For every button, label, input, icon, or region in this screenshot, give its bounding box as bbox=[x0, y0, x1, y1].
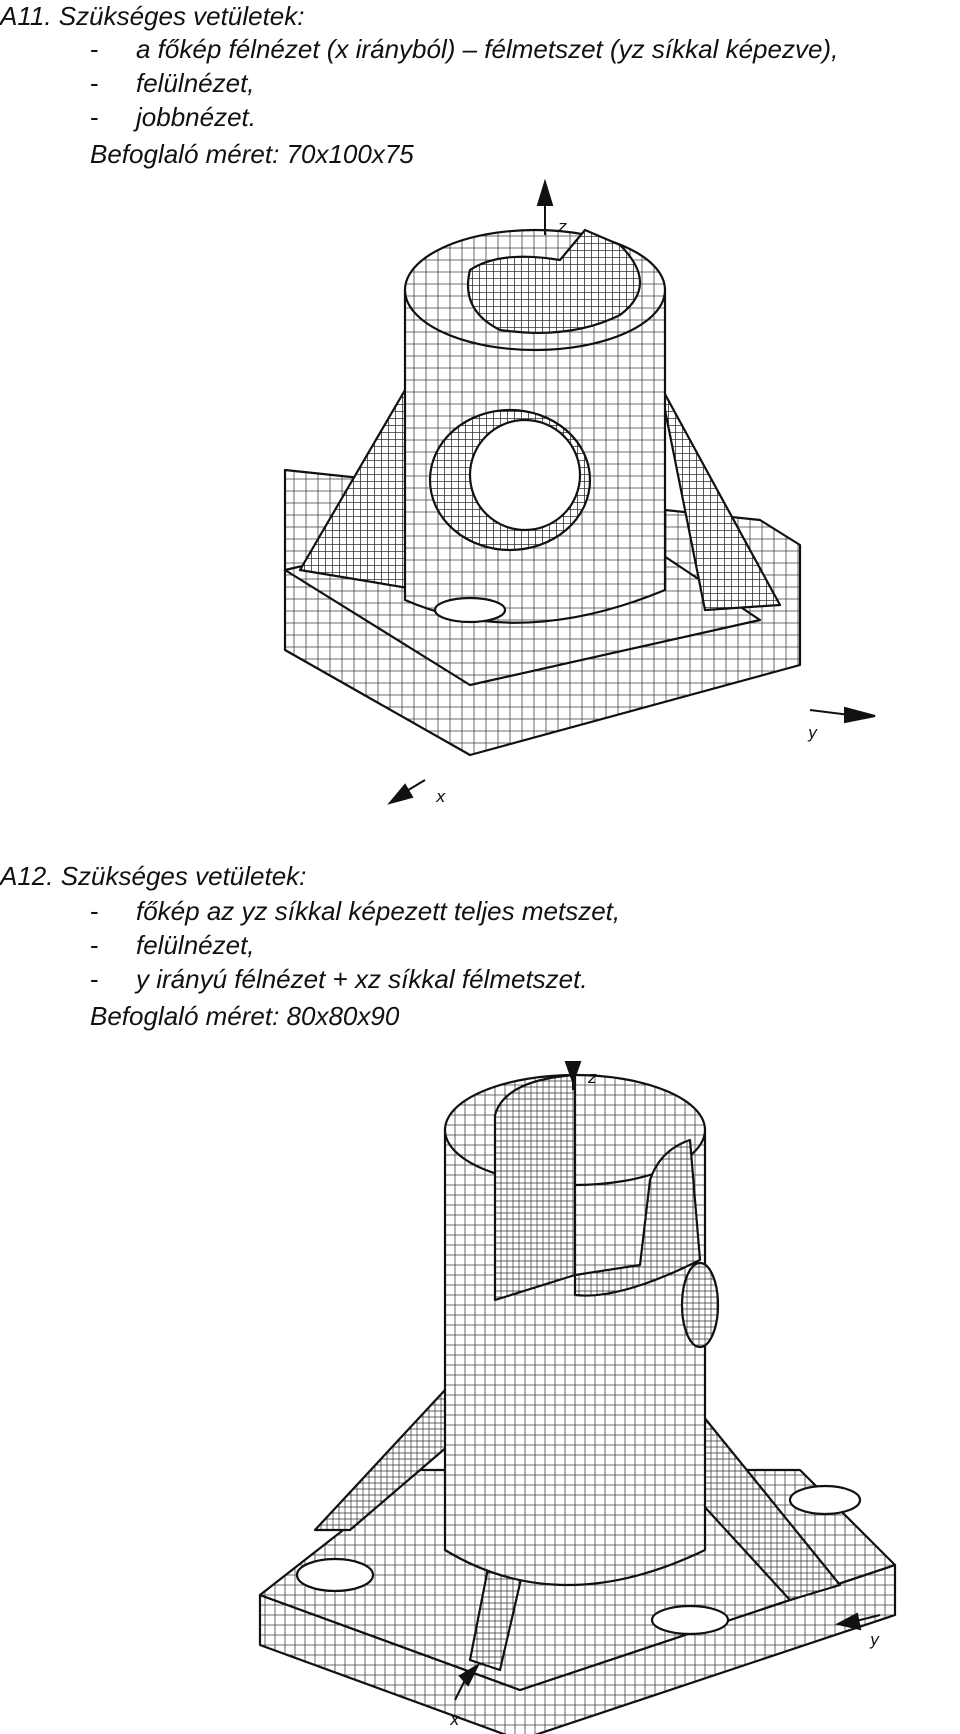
task-a12-requirements bbox=[90, 894, 620, 996]
list-item: - a főkép félnézet (x irányból) – félmetszet (yz síkkal képezve), bbox=[90, 34, 839, 64]
task-a12-isometric-drawing bbox=[0, 1060, 960, 1734]
task-a11-title: A11. Szükséges vetületek: bbox=[0, 1, 305, 31]
list-item: - y irányú félnézet + xz síkkal félmetszet. bbox=[90, 964, 588, 994]
task-a11-dimensions: Befoglaló méret: 70x100x75 bbox=[90, 139, 414, 169]
task-a11-requirements bbox=[90, 32, 838, 134]
x-axis-label: x bbox=[450, 1710, 460, 1729]
list-item: - felülnézet, bbox=[90, 68, 255, 98]
task-a12-dimensions: Befoglaló méret: 80x80x90 bbox=[90, 1001, 400, 1031]
task-a12-title: A12. Szükséges vetületek: bbox=[0, 861, 307, 891]
z-axis-label: z bbox=[558, 217, 567, 236]
list-item: - jobbnézet. bbox=[90, 102, 256, 132]
list-item: - főkép az yz síkkal képezett teljes metszet, bbox=[90, 896, 621, 926]
z-axis-label: z bbox=[588, 1068, 597, 1087]
y-axis-label: y bbox=[808, 723, 818, 742]
y-axis-label: y bbox=[870, 1630, 880, 1649]
list-item: - felülnézet, bbox=[90, 930, 255, 960]
x-axis-label: x bbox=[436, 787, 446, 806]
task-a11-isometric-drawing bbox=[0, 170, 960, 830]
